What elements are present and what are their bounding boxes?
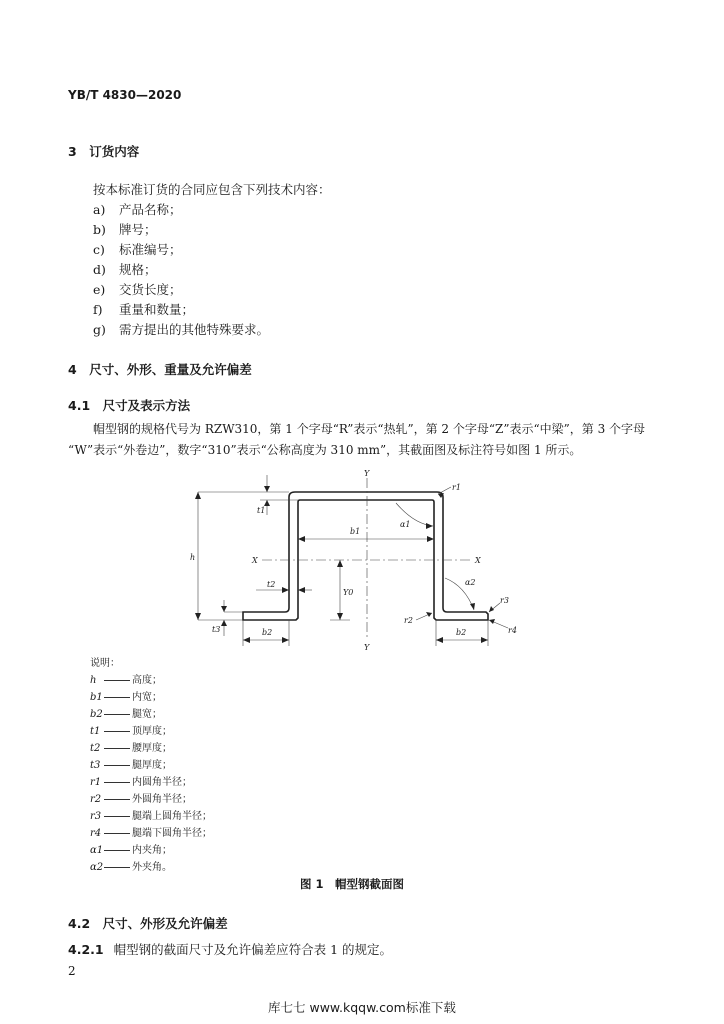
- label-b2-left: b2: [262, 628, 273, 637]
- clause-text: 帽型钢的截面尺寸及允许偏差应符合表 1 的规定。: [113, 942, 392, 957]
- label-t2: t2: [267, 580, 276, 589]
- legend-item: r2 外圆角半径；: [90, 794, 192, 805]
- hat-section-diagram: [180, 464, 540, 654]
- section-4-2-1: [68, 940, 392, 958]
- section-4-heading: 4 尺寸、外形、重量及允许偏差: [68, 362, 252, 377]
- list-item: b) 牌号；: [93, 222, 157, 237]
- list-item: g) 需方提出的其他特殊要求。: [93, 322, 270, 337]
- legend-item: b1 内宽；: [90, 692, 162, 703]
- list-item: c) 标准编号；: [93, 242, 182, 257]
- label-alpha2: α2: [465, 578, 476, 587]
- label-r4: r4: [508, 626, 517, 635]
- legend-item: h 高度；: [90, 675, 162, 686]
- legend-item: α1 内夹角；: [90, 845, 172, 856]
- label-b2-right: b2: [456, 628, 467, 637]
- label-y0: Y0: [343, 588, 354, 597]
- label-h: h: [190, 553, 196, 562]
- figure-caption: 图 1 帽型钢截面图: [300, 877, 405, 891]
- label-x-right: X: [475, 556, 481, 565]
- legend-item: r4 腿端下圆角半径；: [90, 828, 212, 839]
- paragraph-line-1: 帽型钢的规格代号为 RZW310，第 1 个字母“R”表示“热轧”，第 2 个字母“Z”表示“中梁”，第 3 个字母: [93, 422, 646, 436]
- section-profile: [243, 492, 488, 620]
- label-y-bottom: Y: [364, 643, 370, 652]
- footer-watermark: 库七七 www.kqqw.com标准下载: [268, 1000, 456, 1015]
- label-b1: b1: [350, 527, 361, 536]
- label-r2: r2: [404, 616, 413, 625]
- legend-item: t2 腰厚度；: [90, 743, 172, 754]
- label-r1: r1: [452, 483, 461, 492]
- legend-item: r3 腿端上圆角半径；: [90, 811, 212, 822]
- list-item: a) 产品名称；: [93, 202, 182, 217]
- page-number: 2: [68, 964, 76, 978]
- clause-number: 4.2.1: [68, 942, 104, 957]
- label-y-top: Y: [364, 469, 370, 478]
- legend-item: t1 顶厚度；: [90, 726, 172, 737]
- list-item: d) 规格；: [93, 262, 157, 277]
- legend-item: r1 内圆角半径；: [90, 777, 192, 788]
- label-r3: r3: [500, 596, 509, 605]
- label-x-left: X: [252, 556, 258, 565]
- label-alpha1: α1: [400, 520, 411, 529]
- legend-title: 说明：: [90, 658, 120, 669]
- label-t1: t1: [257, 506, 266, 515]
- section-4-1-heading: 4.1 尺寸及表示方法: [68, 398, 191, 413]
- label-t3: t3: [212, 625, 221, 634]
- standard-code: YB/T 4830—2020: [68, 88, 182, 102]
- legend-item: α2 外夹角。: [90, 862, 172, 873]
- section-3-heading: 3 订货内容: [68, 144, 140, 159]
- list-item: f) 重量和数量；: [93, 302, 195, 317]
- legend-item: t3 腿厚度；: [90, 760, 172, 771]
- section-4-2-heading: 4.2 尺寸、外形及允许偏差: [68, 916, 228, 931]
- list-item: e) 交货长度；: [93, 282, 182, 297]
- paragraph-line-2: “W”表示“外卷边”，数字“310”表示“公称高度为 310 mm”，其截面图及标注符号如图 1 所示。: [68, 443, 582, 457]
- section-3-intro: 按本标准订货的合同应包含下列技术内容：: [93, 182, 331, 197]
- legend-item: b2 腿宽；: [90, 709, 162, 720]
